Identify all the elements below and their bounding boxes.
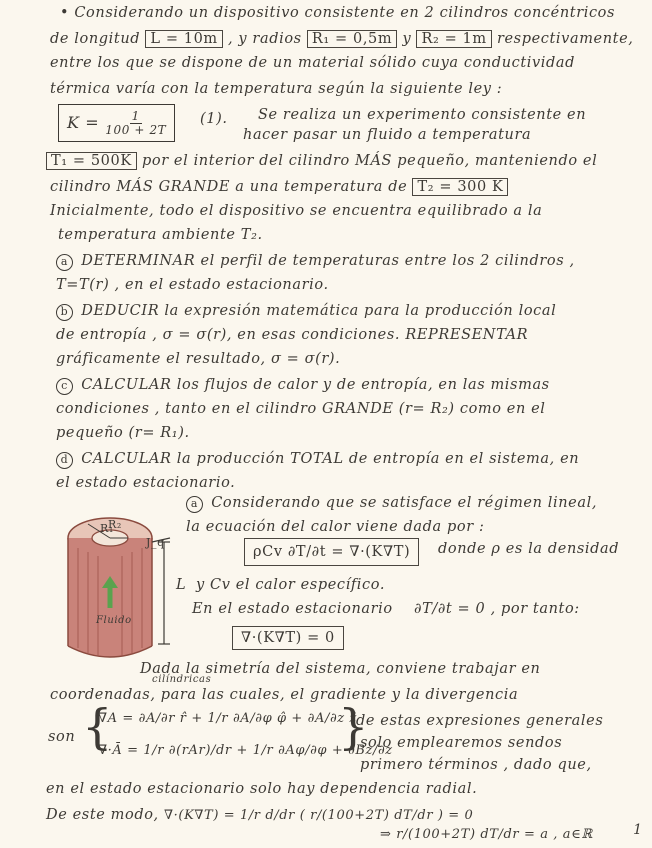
text-line-4: térmica varía con la temperatura según la siguiente ley : (50, 81, 503, 97)
gradient-formula: ∇A = ∂A/∂r r̂ + 1/r ∂A/∂φ φ̂ + ∂A/∂z ẑ (98, 711, 357, 726)
text-fragment: , por tanto: (490, 601, 580, 617)
label-r1: R₁ (100, 522, 114, 535)
radial-result: ⇒ r/(100+2T) dT/dr = a , a∈ℝ (380, 827, 593, 842)
question-c-line-2: condiciones , tanto en el cilindro GRANDE (r= R₂) como en el (56, 401, 546, 417)
brace-note-2: solo emplearemos sendos (360, 735, 563, 751)
radius2-box: R₂ = 1m (416, 30, 491, 48)
heat-equation: ρCv ∂T/∂t = ∇·(K∇T) (244, 538, 419, 566)
text-line-2 (50, 30, 633, 48)
equation-number: (1). (200, 111, 228, 127)
radius1-box: R₁ = 0,5m (307, 30, 397, 48)
inserted-word: cilíndricas (152, 674, 212, 685)
k-fraction (105, 110, 166, 137)
k-denominator: 100 + 2T (105, 122, 167, 137)
text-fragment: por el interior del cilindro MÁS pequeño, manteniendo el (141, 153, 598, 169)
label-fluid: Fluido (96, 615, 132, 626)
conductivity-law-box (58, 104, 175, 142)
solution-a-line-4: y Cv el calor específico. (196, 577, 386, 593)
question-a-line-1 (56, 252, 575, 271)
question-c-line-3: pequeño (r= R₁). (56, 425, 190, 441)
question-b-line-1 (56, 302, 556, 321)
solution-a-line-2: la ecuación del calor viene dada por : (186, 519, 485, 535)
divergence-expansion: ∇·(K∇T) = 1/r d/dr ( r/(100+2T) dT/dr ) = 0 (163, 808, 474, 823)
question-a-line-2: T=T(r) , en el estado estacionario. (56, 277, 329, 293)
item-marker: a (56, 254, 73, 271)
text-fragment: , para las cuales, el gradiente y la divergencia (150, 687, 519, 703)
text-line-coordinates (50, 686, 518, 704)
label-r2: R₂ (108, 518, 122, 531)
text-fragment: respectivamente, (496, 31, 634, 47)
right-brace: } (338, 699, 369, 755)
text-line-6: hacer pasar un fluido a temperatura (243, 127, 532, 143)
text-fragment: cilindro MÁS GRANDE a una temperatura de (50, 179, 408, 195)
text-line-9: Inicialmente, todo el dispositivo se encuentra equilibrado a la (50, 203, 543, 219)
t2-box: T₂ = 300 K (412, 178, 508, 196)
question-c-line-1 (56, 376, 550, 395)
text-line-1: • Considerando un dispositivo consistente en 2 cilindros concéntricos (60, 5, 616, 21)
text-fragment: y (402, 31, 412, 47)
text-fragment: En el estado estacionario (192, 601, 393, 617)
text-fragment: coordenadas (50, 687, 151, 703)
page-number: 1 (633, 822, 642, 838)
text-fragment: , y radios (228, 31, 302, 47)
solution-a-line-5 (192, 600, 580, 618)
t1-box: T₁ = 500K (46, 152, 137, 170)
question-b-line-3: gráficamente el resultado, σ = σ(r). (56, 351, 341, 367)
k-numerator: 1 (131, 108, 140, 123)
text-line-radial: en el estado estacionario solo hay dependencia radial. (46, 781, 478, 797)
item-marker: d (56, 452, 73, 469)
text-line-symmetry: Dada la simetría del sistema, conviene trabajar en (140, 661, 541, 677)
question-text: DETERMINAR el perfil de temperaturas entre los 2 cilindros , (81, 253, 575, 269)
brace-note-1: de estas expresiones generales (356, 713, 604, 729)
question-b-line-2: de entropía , σ = σ(r), en esas condiciones. REPRESENTAR (56, 327, 529, 343)
label-l: L (176, 577, 187, 593)
solution-a-line-1 (186, 494, 597, 513)
son-label: son (48, 729, 76, 745)
item-marker: c (56, 378, 73, 395)
k-lhs: K = (67, 113, 100, 132)
text-line-8 (50, 178, 508, 196)
solution-a-line-3: donde ρ es la densidad (438, 541, 620, 557)
question-text: CALCULAR la producción TOTAL de entropía en el sistema, en (81, 451, 580, 467)
question-d-line-2: el estado estacionario. (56, 475, 236, 491)
text-fragment: De este modo, (46, 807, 159, 823)
divergence-formula: ∇·Ā = 1/r ∂(rAr)/dr + 1/r ∂Aφ/∂φ + ∂Bz/∂z (98, 743, 393, 758)
text-line-3: entre los que se dispone de un material sólido cuya conductividad (50, 55, 576, 71)
item-marker: b (56, 304, 73, 321)
left-brace: { (82, 699, 113, 755)
steady-equation: ∇·(K∇T) = 0 (232, 626, 344, 650)
length-dimension (158, 540, 174, 648)
question-d-line-1 (56, 450, 579, 469)
label-jq: J_q (146, 536, 165, 549)
brace-note-3: primero términos , dado que, (360, 757, 592, 773)
text-fragment: de longitud (50, 31, 141, 47)
question-text: CALCULAR los flujos de calor y de entropía, en las mismas (81, 377, 550, 393)
question-text: DEDUCIR la expresión matemática para la producción local (81, 303, 557, 319)
item-marker: a (186, 496, 203, 513)
text-line-10: temperatura ambiente T₂. (58, 227, 263, 243)
text-line-7 (46, 152, 597, 170)
text-line-final (46, 806, 473, 825)
length-box: L = 10m (145, 30, 222, 48)
solution-text: Considerando que se satisface el régimen lineal, (211, 495, 598, 511)
steady-condition: ∂T/∂t = 0 (413, 601, 486, 617)
text-line-5: Se realiza un experimento consistente en (258, 107, 587, 123)
